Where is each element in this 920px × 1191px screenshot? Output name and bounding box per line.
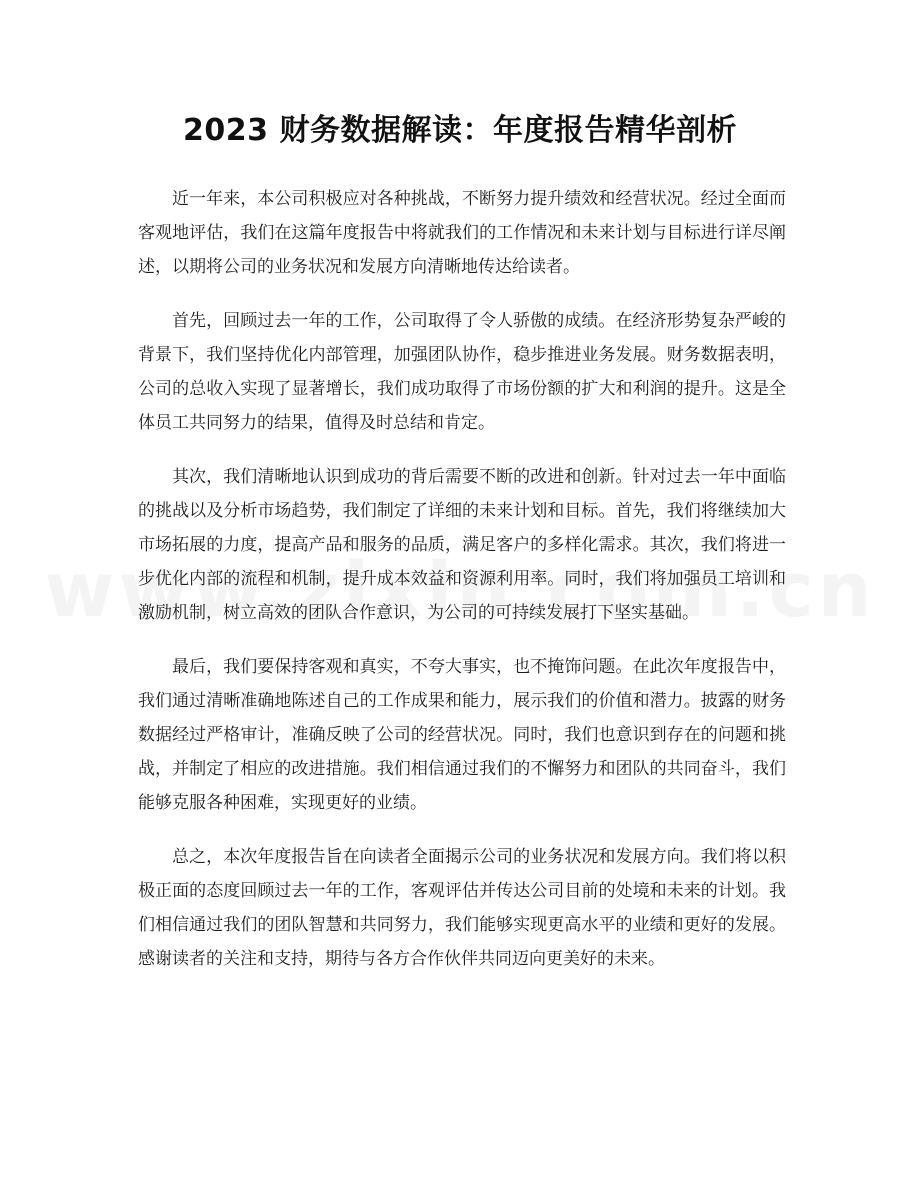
paragraph-honesty: 最后，我们要保持客观和真实，不夸大事实，也不掩饰问题。在此次年度报告中，我们通过清晰准确地陈述自己的工作成果和能力，展示我们的价值和潜力。披露的财务数据经过严格审计，准确反映了公司的经营状况。同时，我们也意识到存在的问题和挑战，并制定了相应的改进措施。我们相信通过我们的不懈努力和团队的共同奋斗，我们能够克服各种困难，实现更好的业绩。	[138, 657, 786, 813]
paragraph-conclusion: 总之，本次年度报告旨在向读者全面揭示公司的业务状况和发展方向。我们将以积极正面的态度回顾过去一年的工作，客观评估并传达公司目前的处境和未来的计划。我们相信通过我们的团队智慧和共同努力，我们能够实现更高水平的业绩和更好的发展。感谢读者的关注和支持，期待与各方合作伙伴共同迈向更美好的未来。	[138, 847, 786, 969]
paragraph-review: 首先，回顾过去一年的工作，公司取得了令人骄傲的成绩。在经济形势复杂严峻的背景下，我们坚持优化内部管理，加强团队协作，稳步推进业务发展。财务数据表明，公司的总收入实现了显著增长，我们成功取得了市场份额的扩大和利润的提升。这是全体员工共同努力的结果，值得及时总结和肯定。	[138, 311, 786, 433]
document-title: 2023 财务数据解读：年度报告精华剖析	[183, 113, 737, 148]
document-body	[138, 182, 786, 996]
paragraph-intro: 近一年来，本公司积极应对各种挑战，不断努力提升绩效和经营状况。经过全面而客观地评估，我们在这篇年度报告中将就我们的工作情况和未来计划与目标进行详尽阐述，以期将公司的业务状况和发展方向清晰地传达给读者。	[138, 189, 786, 277]
paragraph-plans: 其次，我们清晰地认识到成功的背后需要不断的改进和创新。针对过去一年中面临的挑战以及分析市场趋势，我们制定了详细的未来计划和目标。首先，我们将继续加大市场拓展的力度，提高产品和服务的品质，满足客户的多样化需求。其次，我们将进一步优化内部的流程和机制，提升成本效益和资源利用率。同时，我们将加强员工培训和激励机制，树立高效的团队合作意识，为公司的可持续发展打下坚实基础。	[138, 467, 786, 623]
